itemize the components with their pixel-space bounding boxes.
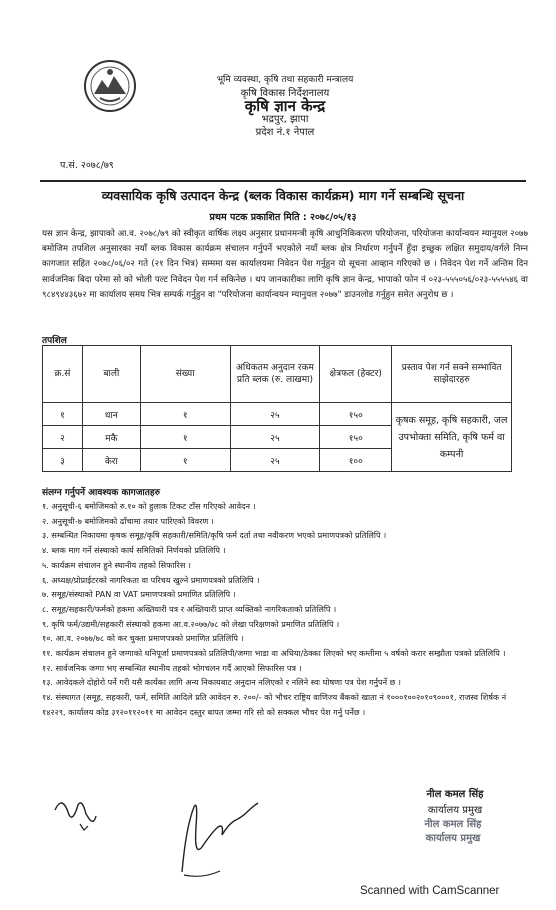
cell-count: १: [140, 449, 230, 472]
list-item: १०. आ.व. २०७७/७८ को कर चुक्ता प्रमाणपत्रको प्रमाणित प्रतिलिपि ।: [42, 633, 244, 644]
list-item: ४. ब्लक माग गर्ने संस्थाको कार्य समितिको निर्णयको प्रतिलिपि ।: [42, 545, 226, 556]
header-area: क्षेत्रफल (हेक्टर): [320, 346, 392, 403]
signature-scribble-left: [50, 790, 105, 835]
table-row: [43, 403, 512, 426]
signature-scribble-center: [172, 787, 267, 882]
header-count: संख्या: [140, 346, 230, 403]
cell-count: १: [140, 403, 230, 426]
office-location: भद्रपुर, झापा: [261, 114, 309, 125]
table-header-row: [43, 346, 512, 403]
header-grant: अधिकतम अनुदान रकम प्रति ब्लक (रु. लाखमा): [230, 346, 320, 403]
cell-sn: २: [43, 426, 83, 449]
ministry-header: [160, 74, 410, 139]
list-item: ३. सम्बन्धित निकायमा कृषक समूह/कृषि सहकारी/समिति/कृषि फर्म दर्ता तथा नवीकरण भएको प्रमाणपत्रको प्रतिलिपि ।: [42, 530, 387, 541]
list-item: ९. कृषि फर्म/उद्यमी/सहकारी संस्थाको हकमा आ.व.२०७७/७८ को लेखा परिक्षणको प्रमाणित प्रतिलिपि ।: [42, 618, 340, 629]
cell-crop: मकै: [82, 426, 140, 449]
cell-grant: २५: [230, 449, 320, 472]
list-item: १. अनुसूची-६ बमोजिमको रु.१० को हुलाक टिकट टाँस गरिएको आवेदन ।: [42, 501, 256, 511]
header-crop: बाली: [82, 346, 140, 403]
list-item: २. अनुसूची-७ बमोजिमको ढाँचामा तयार पारिएको विवरण ।: [42, 515, 214, 526]
cell-crop: केरा: [82, 449, 140, 472]
cell-area: १५०: [320, 403, 392, 426]
signatory-name: नील कमल सिंह: [426, 789, 484, 800]
table-label: तपशिल: [42, 336, 67, 346]
list-item: ८. समूह/सहकारी/फर्मको हकमा अख्तियारी पत्र र अख्तियारी प्राप्त व्यक्तिको नागरिकताको प्रतिलिपि ।: [42, 603, 337, 614]
notice-body: यस ज्ञान केन्द्र, झापाको आ.व. २०७८/७९ को स्वीकृत वार्षिक लक्ष्य अनुसार प्रधानमन्त्री कृषि आधुनिकिकरण परियोजना, परियोजना कार्यान्वयन म्यानुयल २०७७ बमोजिम तपशिल अनुसारका नयाँ ब्लक विकास कार्यक्रम संचालन गर्नुपर्ने भएकोले नयाँ ब्लक क्षेत्र निर्धारण गर्नुपर्ने हुँदा इच्छुक लक्षित समुदाय/वर्गले निम्न कागजात सहित २०७८/०६/०२ गते (२१ दिन भित्र) सम्ममा यस कार्यालयमा निवेदन पेश गर्नुहुन यो सूचना आव्हान गरिएको छ । निवेदन पेश गर्ने अन्तिम दिन सार्वजनिक बिदा परेमा सो को भोली पल्ट निवेदन पेश गर्न सकिनेछ । थप जानकारीका लागि कृषि ज्ञान केन्द्र, भापाको फोन नं ०२३-५५५०५६/०२३-५५५५४६ वा ९८४९४४३६७२ मा कार्यालय समय भित्र सम्पर्क गर्नुहुन वा "परियोजना कार्यान्वयन म्यानुयल २०७७" डाउनलोड गर्नुहुन समेत अनुरोध छ ।: [42, 229, 528, 300]
nepal-emblem-logo: [82, 58, 138, 114]
list-item: ११. कार्यक्रम संचालन हुने जग्गाको धनिपूर्जा प्रमाणपत्रको प्रतिलिपी/जग्गा भाडा वा अधिया/ठेक्का लिएको भए कम्तीमा ५ वर्षको करार सम्झौता पत्रको प्रतिलिपि ।: [42, 648, 506, 659]
publish-date: प्रथम पटक प्रकाशित मिति : २०७८/०५/१३: [209, 212, 357, 223]
header-partners: प्रस्ताव पेश गर्न सक्ने सम्भावित साझेदारहरु: [392, 346, 512, 403]
attachments-title: संलग्न गर्नुपर्ने आवश्यक कागजातहरु: [42, 488, 161, 498]
signatory-role: कार्यालय प्रमुख: [427, 805, 483, 816]
fiscal-ref: प.सं. २०७८/७९: [60, 160, 114, 171]
cell-sn: १: [43, 403, 83, 426]
stamp-name: नील कमल सिंह: [424, 819, 482, 830]
list-item: १३. आवेदकले दोहोरो पर्ने गरी यसै कार्यका लागि अन्य निकायबाट अनुदान नलिएको र नलिने स्वः घोषणा पत्र पेश गर्नुपर्ने छ ।: [42, 677, 401, 688]
cell-count: १: [140, 426, 230, 449]
directorate-name: कृषि विकास निर्देशनालय: [240, 88, 330, 99]
cell-crop: धान: [82, 403, 140, 426]
list-item: १२. सार्वजनिक जग्गा भए सम्बन्धित स्थानीय तहको भोगचलन गर्दै आएको सिफारिस पत्र ।: [42, 662, 302, 673]
cell-grant: २५: [230, 403, 320, 426]
ministry-name: भूमि व्यवस्था, कृषि तथा सहकारी मन्त्रालय: [216, 75, 354, 85]
list-item: ५. कार्यक्रम संचालन हुने स्थानीय तहको सिफारिस ।: [42, 559, 191, 570]
stamp-role: कार्यालय प्रमुख: [425, 833, 481, 844]
cell-area: १५०: [320, 426, 392, 449]
list-item: ७. समूह/संस्थाको PAN वा VAT प्रमाणपत्रको प्रमाणित प्रतिलिपि ।: [42, 589, 236, 600]
cell-area: १००: [320, 449, 392, 472]
province-name: प्रदेश नं.१ नेपाल: [255, 127, 315, 138]
list-item: ६. अध्यक्ष/प्रोप्राईटरको नागरिकता वा परिचय खुल्ने प्रमाणपत्रको प्रतिलिपि ।: [42, 574, 260, 585]
cell-sn: ३: [43, 449, 83, 472]
cell-partners: कृषक समूह, कृषि सहकारी, जल उपभोक्ता समिति, कृषि फर्म वा कम्पनी: [392, 403, 512, 472]
notice-title: व्यवसायिक कृषि उत्पादन केन्द्र (ब्लक विकास कार्यक्रम) माग गर्ने सम्बन्धि सूचना: [101, 188, 465, 203]
header-sn: क्र.सं: [43, 346, 83, 403]
office-name: कृषि ज्ञान केन्द्र: [244, 97, 326, 115]
official-stamp: [398, 818, 508, 846]
attachments-list: [42, 499, 522, 720]
list-item: १४. संस्थागत (समूह, सहकारी, फर्म, समिति आदिले प्रति आवेदन रु. २००/- को भौचर राष्ट्रिय वाणिज्य बैंकको खाता नं १०००१००२०१०९०००१, राजस्व शिर्षक नं १४२२९, कार्यालय कोड ३१२०११२०११ मा आवेदन दस्तुर बापत जम्मा गरि सो को सक्कल भौचर पेश गर्नु पर्नेछ ।: [42, 692, 507, 717]
block-details-table: [42, 345, 512, 472]
camscanner-watermark: Scanned with CamScanner: [360, 885, 500, 897]
header-divider: [40, 180, 526, 182]
cell-grant: २५: [230, 426, 320, 449]
